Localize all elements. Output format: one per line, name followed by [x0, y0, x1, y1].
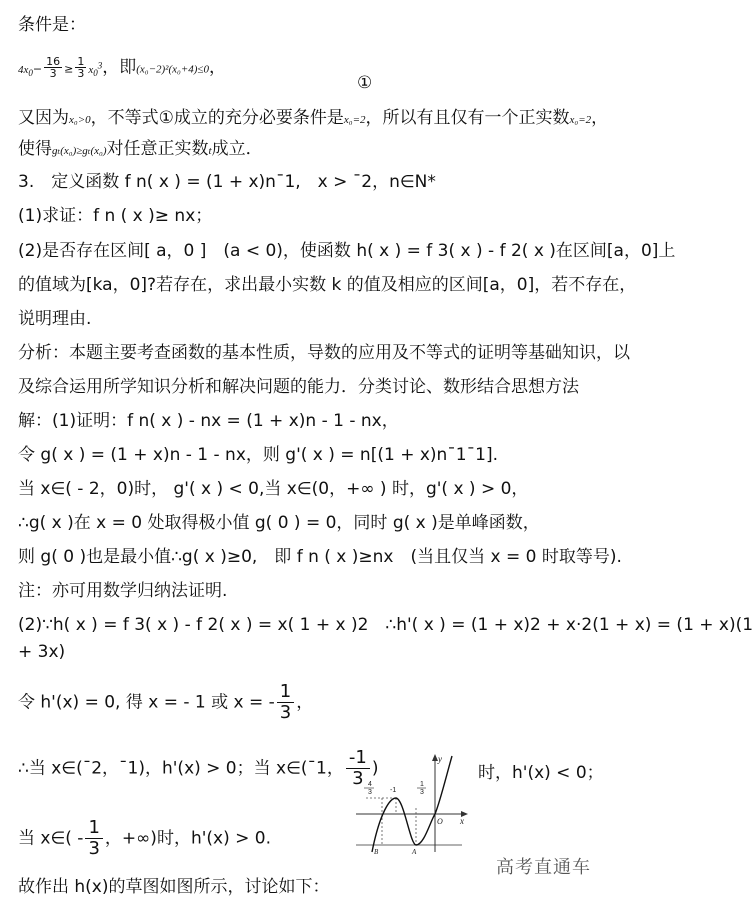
function-sketch-graph	[352, 752, 470, 856]
line-condition: 条件是：	[18, 15, 86, 35]
term-x0-gt-0: x₀>0	[69, 114, 91, 126]
tick-label-m43-den: 3	[368, 789, 372, 796]
line-part-1: (1)求证：f n ( x )≥ nx；	[18, 206, 213, 226]
label-x: x	[460, 816, 464, 826]
line-sketch: 故作出 h(x)的草图如图所示，讨论如下：	[18, 877, 330, 897]
line-solution: 解：(1)证明：f n( x ) - nx = (1 + x)n - 1 - nx，	[18, 411, 399, 431]
line-minimum: ∴g( x )在 x = 0 处取得极小值 g( 0 ) = 0，同时 g( x )是单峰函数，	[18, 513, 540, 533]
fraction-m1-3: $\frac{-1}{3}$	[346, 748, 370, 789]
line-note: 注：亦可用数学归纳法证明.	[18, 581, 228, 601]
label-y: y	[438, 754, 442, 764]
term-g-ineq: gₜ(x₀)≥gₜ(x₀)	[52, 145, 107, 157]
line-problem-3: 3. 定义函数 f n( x ) = (1 + x)n¯1, x > ¯2，n∈N*	[18, 172, 436, 192]
comma: ，	[208, 57, 226, 78]
text-any-positive: 对任意正实数	[106, 139, 209, 159]
term-x0-cubed: $x_0^3$	[88, 60, 103, 78]
text-interval-1: ∴当 x∈(¯2，¯1)，h'(x) > 0；当 x∈(¯1，	[18, 758, 344, 779]
line-part-2-cont: + 3x)	[18, 642, 66, 662]
line-intervals	[18, 748, 378, 789]
geq-sign: ≥	[64, 62, 74, 76]
label-origin: O	[437, 817, 443, 826]
text-ji: ，即	[102, 57, 137, 78]
text-unique: ，所以有且仅有一个正实数	[365, 108, 570, 128]
line-let-g: 令 g( x ) = (1 + x)n - 1 - nx，则 g'( x ) = n[(1 + x)n¯1¯1].	[18, 445, 498, 465]
line-analysis-2: 及综合运用所学知识分析和解决问题的能力．分类讨论、数形结合思想方法	[18, 377, 579, 397]
tick-label-m13-num: 1	[420, 781, 424, 788]
line-such-that	[18, 138, 263, 162]
tick-label-m1: -1	[390, 787, 397, 794]
line-critical-points	[18, 682, 313, 723]
line-intervals-tail: 时，h'(x) < 0；	[478, 763, 604, 783]
line-interval-3	[18, 818, 271, 859]
close-paren: )	[371, 758, 379, 779]
minus-sign: −	[32, 62, 43, 76]
text-interval-3: 当 x∈( -	[18, 828, 84, 849]
text-condition: ，不等式①成立的充分必要条件是	[90, 108, 344, 128]
line-monotonic: 当 x∈( - 2，0)时， g'( x ) < 0,当 x∈(0，+∞ ) 时，g'( x ) > 0，	[18, 479, 529, 499]
term-x0-eq-2-b: x₀=2	[569, 114, 592, 126]
term-4x0: $4x_0$	[18, 63, 33, 78]
tick-label-m43-num: 4	[368, 781, 372, 788]
line-part-2: (2)是否存在区间[ a，0 ] (a < 0)，使函数 h( x ) = f 3( x ) - f 2( x )在区间[a，0]上	[18, 241, 676, 261]
line-range: 的值域为[ka，0]?若存在，求出最小实数 k 的值及相应的区间[a，0]，若不存在，	[18, 275, 637, 295]
line-conclusion: 则 g( 0 )也是最小值∴g( x )≥0, 即 f n ( x )≥nx (当且仅当 x = 0 时取等号).	[18, 547, 622, 567]
text-let-h: 令 h'(x) = 0, 得 x = - 1 或 x = -	[18, 692, 275, 713]
line-inequality	[18, 54, 226, 84]
label-point-a: A	[412, 848, 417, 856]
tick-label-m13-den: 3	[420, 789, 424, 796]
label-point-b: B	[374, 848, 379, 856]
text-shide: 使得	[18, 139, 52, 159]
circle-one-marker: ①	[357, 73, 373, 93]
comma: ，	[296, 692, 314, 713]
fraction-1-3: $\frac{1}{3}$	[77, 54, 85, 81]
curve-h-x	[372, 756, 452, 852]
text-holds: 成立．	[211, 139, 263, 159]
term-t: t	[208, 145, 212, 157]
fraction-16-3: $\frac{16}{3}$	[46, 54, 61, 81]
term-factored: (x₀−2)²(x₀+4)≤0	[136, 63, 209, 76]
fraction-1-3-a: $\frac{1}{3}$	[277, 682, 294, 723]
comma: ，	[591, 108, 609, 128]
watermark: 高考直通车	[496, 857, 591, 878]
line-reason: 说明理由.	[18, 309, 92, 329]
line-analysis: 分析：本题主要考查函数的基本性质，导数的应用及不等式的证明等基础知识，以	[18, 343, 630, 363]
text-youyinwei: 又因为	[18, 108, 69, 128]
line-because	[18, 107, 608, 131]
line-part-2-solution: (2)∵h( x ) = f 3( x ) - f 2( x ) = x( 1 + x )2 ∴h'( x ) = (1 + x)2 + x·2(1 + x) = (1 + x)(1	[18, 615, 753, 635]
text-interval-3-tail: ，+∞)时，h'(x) > 0.	[104, 828, 271, 849]
term-x0-eq-2: x₀=2	[343, 114, 366, 126]
fraction-1-3-b: $\frac{1}{3}$	[85, 818, 102, 859]
